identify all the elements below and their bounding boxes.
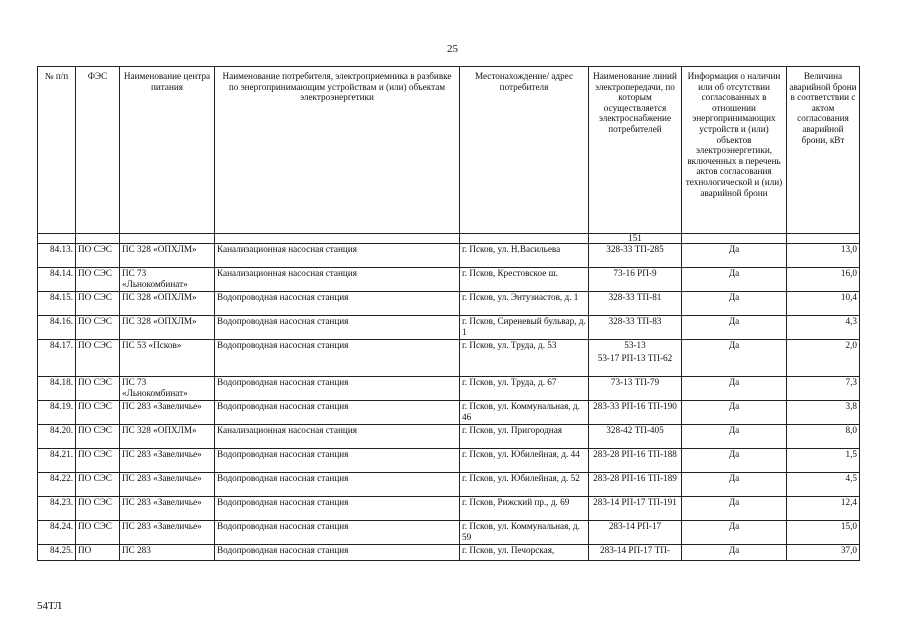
address-cell: г. Псков, ул. Юбилейная, д. 52 — [460, 473, 589, 497]
reserve-kw-cell: 3,8 — [787, 401, 860, 425]
power-lines-cell — [589, 316, 682, 340]
address-cell: г. Псков, Рижский пр., д. 69 — [460, 497, 589, 521]
page-number: 25 — [447, 43, 458, 55]
fes-cell: ПО СЭС — [76, 401, 120, 425]
header-row — [38, 67, 860, 234]
power-lines-cell — [589, 401, 682, 425]
cell-empty — [76, 234, 120, 244]
fes-cell: ПО СЭС — [76, 316, 120, 340]
fes-cell: ПО СЭС — [76, 377, 120, 401]
cell-empty — [215, 234, 460, 244]
supply-center-cell: ПС 283 «Завеличье» — [120, 401, 215, 425]
address-cell: г. Псков, ул. Н.Васильева — [460, 244, 589, 268]
header-address: Местонахождение/ адрес потребителя — [460, 67, 589, 234]
power-line: 283-33 РП-16 ТП-190 — [593, 401, 677, 411]
power-line: 283-14 РП-17 ТП- — [600, 545, 670, 555]
reserve-kw-cell: 15,0 — [787, 521, 860, 545]
header-lines: Наименование линий электропередачи, по которым осуществляется электроснабжение потребителей — [589, 67, 682, 234]
table-row — [38, 473, 860, 497]
header-consumer: Наименование потребителя, электроприемника в разбивке по энергопринимающим устройствам и (или) объектам электроэнергетики — [215, 67, 460, 234]
power-lines-cell — [589, 497, 682, 521]
agreement-info-cell: Да — [682, 244, 787, 268]
reserve-kw-cell: 8,0 — [787, 425, 860, 449]
row-number: 84.25. — [38, 545, 76, 561]
continuation-row — [38, 234, 860, 244]
reserve-kw-cell: 4,3 — [787, 316, 860, 340]
agreement-info-cell: Да — [682, 521, 787, 545]
reserve-kw-cell: 2,0 — [787, 340, 860, 377]
table-row — [38, 340, 860, 377]
reserve-kw-cell: 16,0 — [787, 268, 860, 292]
table-row — [38, 316, 860, 340]
reserve-kw-cell: 1,5 — [787, 449, 860, 473]
row-number: 84.24. — [38, 521, 76, 545]
reserve-table — [37, 66, 860, 561]
address-cell: г. Псков, ул. Коммунальная, д. 59 — [460, 521, 589, 545]
address-cell: г. Псков, ул. Печорская, — [460, 545, 589, 561]
power-line: 328-33 ТП-81 — [608, 292, 662, 302]
agreement-info-cell: Да — [682, 268, 787, 292]
power-line: 328-33 ТП-285 — [606, 244, 664, 254]
supply-center-cell: ПС 328 «ОПХЛМ» — [120, 244, 215, 268]
supply-center-cell: ПС 283 «Завеличье» — [120, 473, 215, 497]
row-number: 84.20. — [38, 425, 76, 449]
fes-cell: ПО СЭС — [76, 425, 120, 449]
reserve-kw-cell: 13,0 — [787, 244, 860, 268]
agreement-info-cell: Да — [682, 473, 787, 497]
address-cell: г. Псков, ул. Энтузиастов, д. 1 — [460, 292, 589, 316]
agreement-info-cell: Да — [682, 340, 787, 377]
table-row — [38, 497, 860, 521]
address-cell: г. Псков, Сиреневый бульвар, д. 1 — [460, 316, 589, 340]
fes-cell: ПО СЭС — [76, 521, 120, 545]
header-info: Информация о наличии или об отсутствии согласованных в отношении энергопринимающих устройств и (или) объектов электроэнергетики, включенных в перечень актов согласования технологической и (или) аварийной брони — [682, 67, 787, 234]
table-row — [38, 377, 860, 401]
reserve-kw-cell: 37,0 — [787, 545, 860, 561]
row-number: 84.16. — [38, 316, 76, 340]
row-number: 84.13. — [38, 244, 76, 268]
reserve-kw-cell: 4,5 — [787, 473, 860, 497]
power-lines-cell — [589, 340, 682, 377]
footer-code: 54ТЛ — [37, 600, 62, 612]
table-row — [38, 401, 860, 425]
header-kw: Величина аварийной брони в соответствии с актом согласования аварийной брони, кВт — [787, 67, 860, 234]
fes-cell: ПО СЭС — [76, 292, 120, 316]
cell-empty — [787, 234, 860, 244]
supply-center-cell: ПС 283 «Завеличье» — [120, 497, 215, 521]
power-lines-cell — [589, 244, 682, 268]
power-lines-cell — [589, 521, 682, 545]
supply-center-cell: ПС 73 «Льнокомбинат» — [120, 377, 215, 401]
power-line: 283-28 РП-16 ТП-189 — [593, 473, 677, 483]
row-number: 84.17. — [38, 340, 76, 377]
agreement-info-cell: Да — [682, 401, 787, 425]
power-line: 283-14 РП-17 — [608, 521, 662, 531]
supply-center-cell: ПС 328 «ОПХЛМ» — [120, 316, 215, 340]
supply-center-cell: ПС 53 «Псков» — [120, 340, 215, 377]
supply-center-cell: ПС 283 «Завеличье» — [120, 521, 215, 545]
power-line: 328-42 ТП-405 — [606, 425, 664, 435]
consumer-name-cell: Канализационная насосная станция — [215, 244, 460, 268]
table-row — [38, 425, 860, 449]
agreement-info-cell: Да — [682, 449, 787, 473]
agreement-info-cell: Да — [682, 545, 787, 561]
header-center: Наименование центра питания — [120, 67, 215, 234]
fes-cell: ПО СЭС — [76, 473, 120, 497]
consumer-name-cell: Водопроводная насосная станция — [215, 292, 460, 316]
row-number: 84.22. — [38, 473, 76, 497]
cell-empty — [38, 234, 76, 244]
consumer-name-cell: Водопроводная насосная станция — [215, 401, 460, 425]
supply-center-cell: ПС 283 — [120, 545, 215, 561]
agreement-info-cell: Да — [682, 316, 787, 340]
consumer-name-cell: Водопроводная насосная станция — [215, 545, 460, 561]
consumer-name-cell: Водопроводная насосная станция — [215, 377, 460, 401]
reserve-kw-cell: 7,3 — [787, 377, 860, 401]
consumer-name-cell: Водопроводная насосная станция — [215, 449, 460, 473]
agreement-info-cell: Да — [682, 425, 787, 449]
row-number: 84.15. — [38, 292, 76, 316]
row-number: 84.23. — [38, 497, 76, 521]
table-row — [38, 449, 860, 473]
consumer-name-cell: Канализационная насосная станция — [215, 425, 460, 449]
power-line: 53-17 РП-13 ТП-62 — [597, 352, 673, 363]
address-cell: г. Псков, ул. Труда, д. 53 — [460, 340, 589, 377]
address-cell: г. Псков, ул. Юбилейная, д. 44 — [460, 449, 589, 473]
fes-cell: ПО — [76, 545, 120, 561]
supply-center-cell: ПС 328 «ОПХЛМ» — [120, 292, 215, 316]
row-number: 84.19. — [38, 401, 76, 425]
continuation-line: 151 — [589, 234, 682, 244]
fes-cell: ПО СЭС — [76, 497, 120, 521]
power-lines-cell — [589, 268, 682, 292]
table-row — [38, 545, 860, 561]
fes-cell: ПО СЭС — [76, 449, 120, 473]
power-lines-cell — [589, 473, 682, 497]
row-number: 84.18. — [38, 377, 76, 401]
fes-cell: ПО СЭС — [76, 268, 120, 292]
supply-center-cell: ПС 73 «Льнокомбинат» — [120, 268, 215, 292]
power-lines-cell — [589, 377, 682, 401]
cell-empty — [120, 234, 215, 244]
consumer-name-cell: Водопроводная насосная станция — [215, 521, 460, 545]
header-num: № п/п — [38, 67, 76, 234]
cell-empty — [682, 234, 787, 244]
agreement-info-cell: Да — [682, 292, 787, 316]
agreement-info-cell: Да — [682, 497, 787, 521]
table-row — [38, 292, 860, 316]
power-line: 283-14 РП-17 ТП-191 — [593, 497, 677, 507]
address-cell: г. Псков, Крестовское ш. — [460, 268, 589, 292]
consumer-name-cell: Водопроводная насосная станция — [215, 340, 460, 377]
fes-cell: ПО СЭС — [76, 244, 120, 268]
power-line: 283-28 РП-16 ТП-188 — [593, 449, 677, 459]
table-row — [38, 268, 860, 292]
row-number: 84.14. — [38, 268, 76, 292]
agreement-info-cell: Да — [682, 377, 787, 401]
address-cell: г. Псков, ул. Коммунальная, д. 46 — [460, 401, 589, 425]
power-line: 73-16 РП-9 — [613, 268, 657, 278]
row-number: 84.21. — [38, 449, 76, 473]
power-line: 53-13 — [624, 340, 646, 350]
power-line: 73-13 ТП-79 — [610, 377, 660, 387]
cell-empty — [460, 234, 589, 244]
consumer-name-cell: Канализационная насосная станция — [215, 268, 460, 292]
fes-cell: ПО СЭС — [76, 340, 120, 377]
supply-center-cell: ПС 328 «ОПХЛМ» — [120, 425, 215, 449]
power-lines-cell — [589, 449, 682, 473]
table-row — [38, 244, 860, 268]
consumer-name-cell: Водопроводная насосная станция — [215, 497, 460, 521]
reserve-kw-cell: 12,4 — [787, 497, 860, 521]
power-lines-cell — [589, 545, 682, 561]
consumer-name-cell: Водопроводная насосная станция — [215, 473, 460, 497]
address-cell: г. Псков, ул. Пригородная — [460, 425, 589, 449]
power-lines-cell — [589, 425, 682, 449]
supply-center-cell: ПС 283 «Завеличье» — [120, 449, 215, 473]
consumer-name-cell: Водопроводная насосная станция — [215, 316, 460, 340]
table-row — [38, 521, 860, 545]
power-lines-cell — [589, 292, 682, 316]
address-cell: г. Псков, ул. Труда, д. 67 — [460, 377, 589, 401]
power-line: 328-33 ТП-83 — [608, 316, 662, 326]
reserve-kw-cell: 10,4 — [787, 292, 860, 316]
header-fes: ФЭС — [76, 67, 120, 234]
